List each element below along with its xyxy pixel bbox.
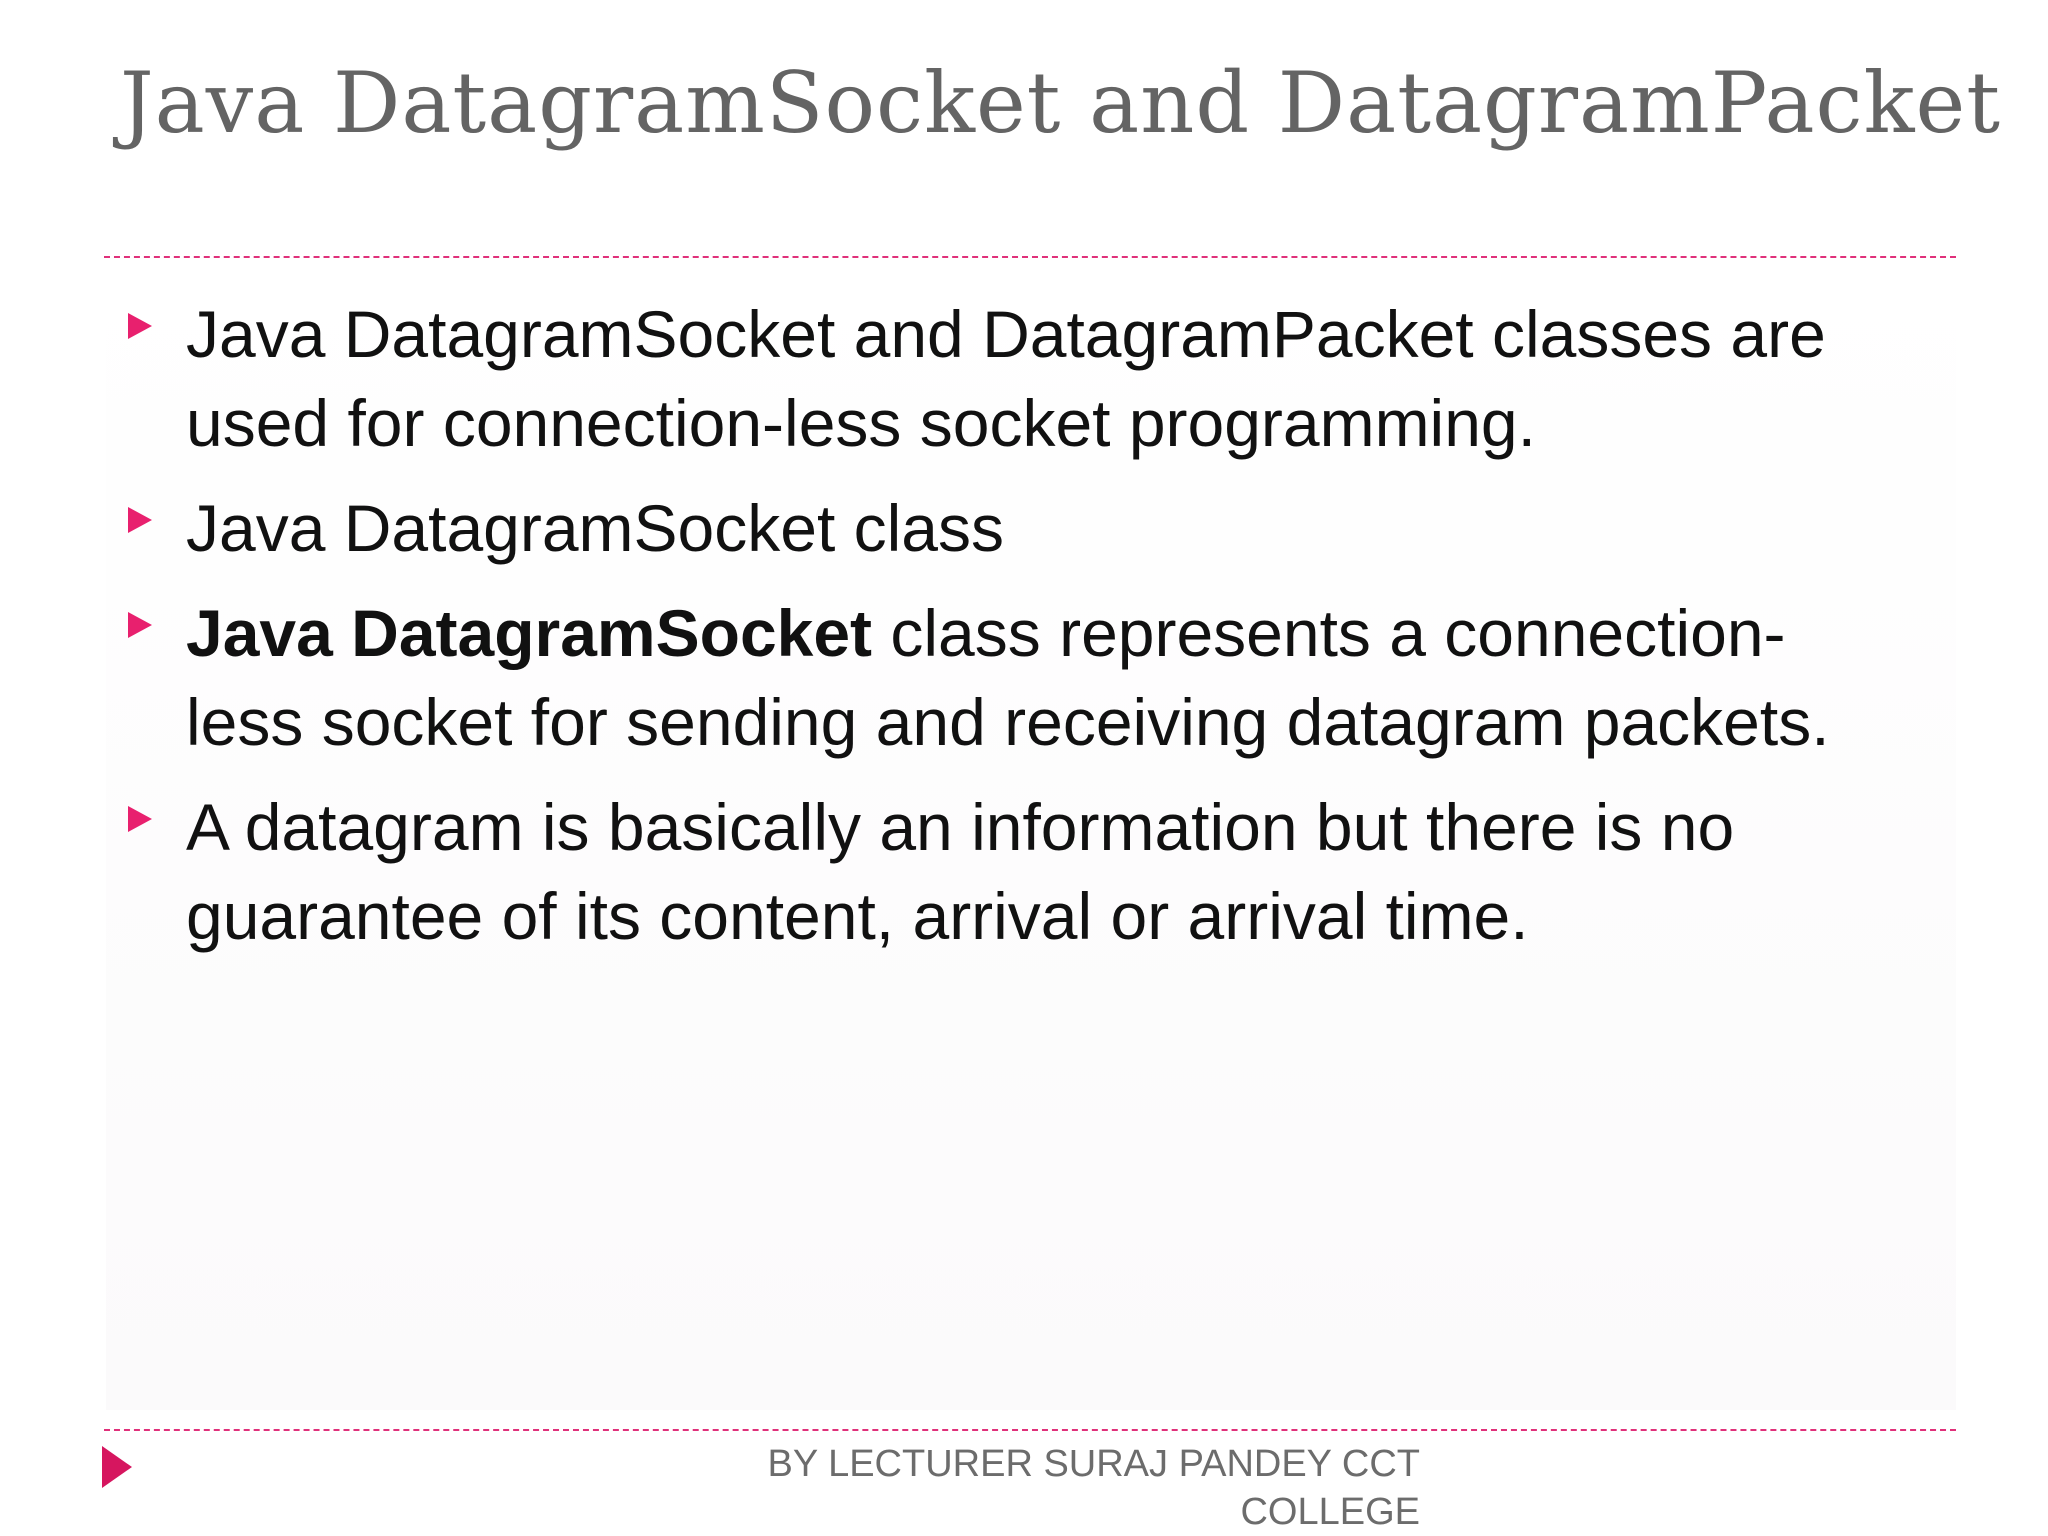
slide-title: Java DatagramSocket and DatagramPacket bbox=[120, 54, 2001, 152]
bullet-triangle-icon bbox=[128, 507, 152, 533]
bullet-list bbox=[128, 290, 1928, 977]
bullet-line: Java DatagramSocket and DatagramPacket classes are bbox=[186, 297, 1826, 371]
bullet-bold-term: Java DatagramSocket bbox=[186, 596, 873, 670]
bullet-line: class represents a connection- bbox=[872, 596, 1786, 670]
footer-credit bbox=[700, 1440, 1420, 1536]
footer-line-1: BY LECTURER SURAJ PANDEY CCT bbox=[767, 1443, 1420, 1485]
footer-triangle-arrow-icon bbox=[102, 1446, 132, 1488]
bullet-line: A datagram is basically an information but there is no bbox=[186, 790, 1735, 864]
bullet-triangle-icon bbox=[128, 612, 152, 638]
bullet-triangle-icon bbox=[128, 313, 152, 339]
footer-divider bbox=[104, 1429, 1956, 1431]
bullet-item bbox=[128, 783, 1928, 961]
footer-line-2: COLLEGE bbox=[1240, 1491, 1420, 1533]
bullet-line: guarantee of its content, arrival or arrival time. bbox=[186, 879, 1529, 953]
bullet-line: less socket for sending and receiving datagram packets. bbox=[186, 685, 1830, 759]
bullet-item bbox=[128, 484, 1928, 573]
bullet-line: used for connection-less socket programming. bbox=[186, 386, 1536, 460]
bullet-item bbox=[128, 589, 1928, 767]
bullet-item bbox=[128, 290, 1928, 468]
bullet-line: Java DatagramSocket class bbox=[186, 491, 1005, 565]
bullet-triangle-icon bbox=[128, 806, 152, 832]
title-divider bbox=[104, 256, 1956, 258]
